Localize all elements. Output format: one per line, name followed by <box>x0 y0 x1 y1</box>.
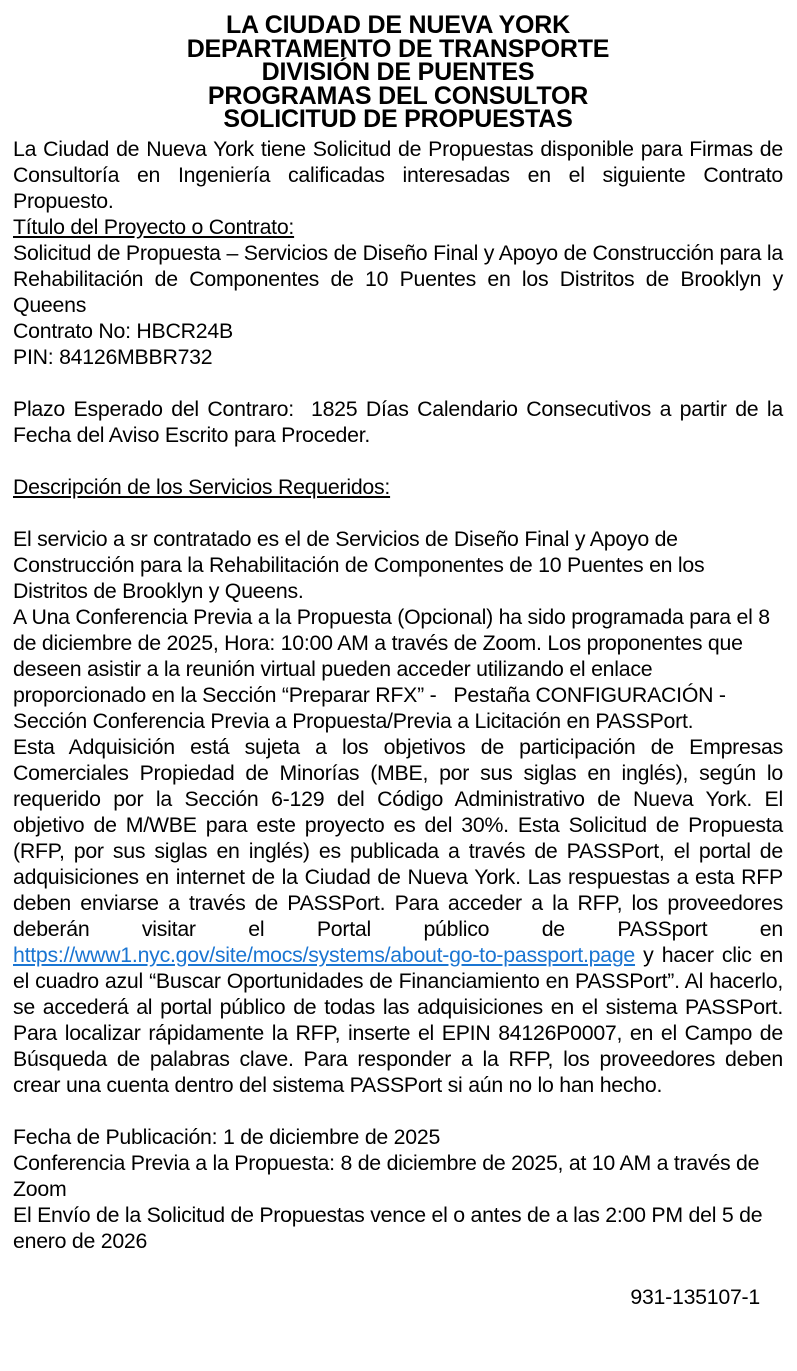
procurement-text-after-link: y hacer clic en el cuadro azul “Buscar Oportunidades de Financiamiento en PASSPort”. Al hacerlo, se accederá al portal público de todas las adquisiciones en el sistema PASSPort. Para localizar rápidamente la RFP, inserte el EPIN 84126P0007, en el Campo de Búsqueda de palabras clave. Para responder a la RFP, los proveedores deben crear una cuenta dentro del sistema PASSPort si aún no lo han hecho. <box>13 942 783 1097</box>
contract-term-paragraph: Plazo Esperado del Contraro: 1825 Días Calendario Consecutivos a partir de la Fecha del Aviso Escrito para Proceder. <box>13 396 789 447</box>
ad-reference-number: 931-135107-1 <box>630 1284 760 1309</box>
contract-number-line: Contrato No: HBCR24B <box>13 318 233 343</box>
pin-line: PIN: 84126MBBR732 <box>13 344 213 369</box>
publication-date-line: Fecha de Publicación: 1 de diciembre de 2025 <box>13 1124 441 1149</box>
pre-proposal-date-line: Conferencia Previa a la Propuesta: 8 de diciembre de 2025, at 10 AM a través de Zoom <box>13 1150 760 1201</box>
services-description-heading: Descripción de los Servicios Requeridos: <box>13 474 391 499</box>
passport-portal-link[interactable]: https://www1.nyc.gov/site/mocs/systems/about-go-to-passport.page <box>13 942 636 967</box>
procurement-passport-paragraph <box>13 734 783 1098</box>
document-title <box>13 11 783 133</box>
services-description-paragraph: El servicio a sr contratado es el de Servicios de Diseño Final y Apoyo de Construcción para la Rehabilitación de Componentes de 10 Puentes en los Distritos de Brooklyn y Queens. <box>13 526 705 603</box>
project-title-paragraph: Solicitud de Propuesta – Servicios de Diseño Final y Apoyo de Construcción para la Rehabilitación de Componentes de 10 Puentes en los Distritos de Brooklyn y Queens <box>13 240 783 317</box>
title-line-programs: PROGRAMAS DEL CONSULTOR <box>207 81 589 110</box>
project-title-heading: Título del Proyecto o Contrato: <box>13 214 295 239</box>
pre-proposal-conference-paragraph: A Una Conferencia Previa a la Propuesta (Opcional) ha sido programada para el 8 de diciembre de 2025, Hora: 10:00 AM a través de Zoom. Los proponentes que deseen asistir a la reunión virtual pueden acceder utilizando el enlace proporcionado en la Sección “Preparar RFX” - Pestaña CONFIGURACIÓN - Sección Conferencia Previa a Propuesta/Previa a Licitación en PASSPort. <box>13 604 776 733</box>
submission-deadline-line: El Envío de la Solicitud de Propuestas vence el o antes de a las 2:00 PM del 5 de enero de 2026 <box>13 1202 763 1253</box>
title-line-rfp: SOLICITUD DE PROPUESTAS <box>223 105 573 133</box>
title-line-division: DIVISIÓN DE PUENTES <box>261 58 535 86</box>
intro-paragraph: La Ciudad de Nueva York tiene Solicitud de Propuestas disponible para Firmas de Consultoría en Ingeniería calificadas interesadas en el siguiente Contrato Propuesto. <box>13 136 783 213</box>
title-line-city: LA CIUDAD DE NUEVA YORK <box>225 11 571 39</box>
procurement-text-before-link: Esta Adquisición está sujeta a los objetivos de participación de Empresas Comerciales Propiedad de Minorías (MBE, por sus siglas en inglés), según lo requerido por la Sección 6-129 del Código Administrativo de Nueva York. El objetivo de M/WBE para este proyecto es del 30%. Esta Solicitud de Propuesta (RFP, por sus siglas en inglés) es publicada a través de PASSPort, el portal de adquisiciones en internet de la Ciudad de Nueva York. Las respuestas a esta RFP deben enviarse a través de PASSPort. Para acceder a la RFP, los proveedores deberán visitar el Portal público de PASSport en <box>13 734 783 941</box>
title-line-department: DEPARTAMENTO DE TRANSPORTE <box>186 34 610 63</box>
